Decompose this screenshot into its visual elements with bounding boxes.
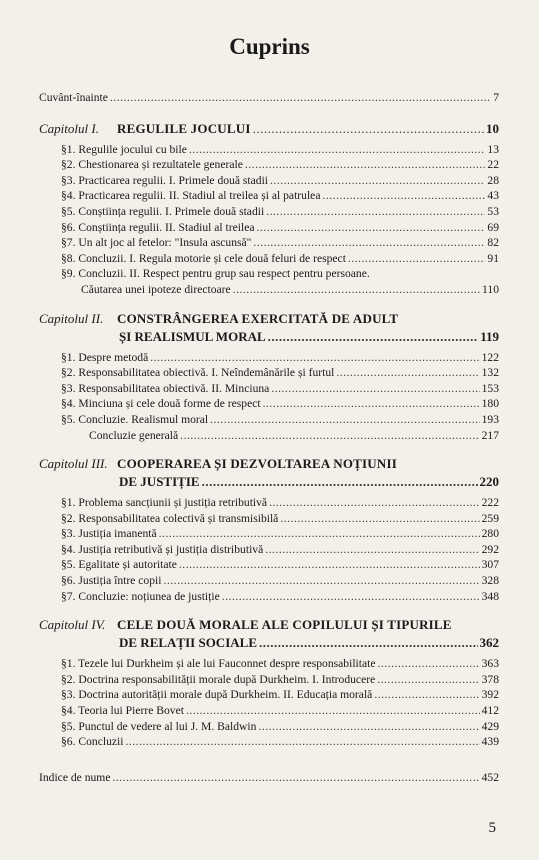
toc-entry [39,266,499,282]
toc-entry-label: §4. Practicarea regulii. II. Stadiul al treilea și al patrulea [61,189,321,203]
toc-entry-page: 292 [481,542,499,556]
dot-leader [233,282,480,298]
toc-entry [39,365,499,381]
dot-leader [257,220,486,236]
toc-entry [39,511,499,527]
toc-entry-page: 429 [481,719,499,733]
toc-entry [39,656,499,672]
toc-entry-page: 378 [481,672,499,686]
chapter-heading-3-cont [39,473,499,491]
dot-leader [112,770,479,786]
dot-leader [210,412,479,428]
toc-entry-label: §1. Tezele lui Durkheim și ale lui Fauconnet despre responsabilitate [61,657,376,671]
toc-entry-label: §6. Concluzii [61,735,124,749]
toc-entry [39,542,499,558]
toc-entry-label: §1. Despre metodă [61,350,149,364]
toc-entry-label: §1. Regulile jocului cu bile [61,142,187,156]
dot-leader [125,734,479,750]
toc-entry-page: 110 [482,282,499,296]
toc-entry [39,381,499,397]
toc-entry-label: §4. Justiția retributivă și justiția distributivă [61,542,264,556]
dot-leader [253,235,485,251]
dot-leader [259,634,478,652]
toc-entry-label: Concluzie generală [89,428,179,442]
toc-entry-label: §1. Problema sancțiunii și justiția retributivă [61,496,268,510]
toc-entry-label: §3. Responsabilitatea obiectivă. II. Minciuna [61,381,270,395]
toc-entry-label: §4. Teoria lui Pierre Bovet [61,704,184,718]
chapter-title: CELE DOUĂ MORALE ALE COPILULUI ȘI TIPURILE [117,617,452,633]
chapter-number: Capitolul IV. [39,617,106,633]
toc-entry [39,573,499,589]
chapter-page: 10 [486,120,499,136]
toc-entry-label: §5. Concluzie. Realismul moral [61,412,209,426]
dot-leader [377,672,479,688]
chapter-title: CONSTRÂNGEREA EXERCITATĂ DE ADULT [117,310,399,326]
dot-leader [189,142,486,158]
toc-entry [39,703,499,719]
dot-leader [322,188,485,204]
toc-entry-label: §3. Justiția imanentă [61,527,157,541]
toc-entry [39,412,499,428]
toc-entry-label: §5. Egalitate și autoritate [61,558,177,572]
toc-entry-page: 153 [481,381,499,395]
toc-entry [39,589,499,605]
toc-entry [39,204,499,220]
toc-entry-page: 13 [487,142,499,156]
dot-leader [186,703,480,719]
dot-leader [222,589,480,605]
toc-entry-label: Căutarea unei ipoteze directoare [81,282,231,296]
dot-leader [263,396,480,412]
dot-leader [180,428,479,444]
toc-entry [39,687,499,703]
dot-leader [378,656,480,672]
toc-entry-page: 28 [487,173,499,187]
toc-entry-page: 439 [481,735,499,749]
toc-entry-label: §7. Un alt joc al fetelor: "Insula ascunsă" [61,236,252,250]
toc-entry [39,719,499,735]
chapter-heading-4-cont [39,634,499,652]
dot-leader [336,365,479,381]
toc-entry [39,142,499,158]
page-title: Cuprins [229,34,310,59]
toc-entry-page: 122 [481,350,499,364]
toc-entry-label: §5. Punctul de vedere al lui J. M. Baldwin [61,719,257,733]
toc-entry-page: 412 [481,704,499,718]
toc-entry-label: §2. Doctrina responsabilității morale după Durkheim. I. Introducere [61,672,376,686]
toc-entry [39,173,499,189]
toc-entry-label: §8. Concluzii. I. Regula motorie și cele două feluri de respect [61,251,346,265]
chapter-page: 119 [480,328,499,344]
dot-leader [271,381,479,397]
toc-entry-page: 328 [481,574,499,588]
dot-leader [179,557,480,573]
chapter-title-cont: ȘI REALISMUL MORAL [119,328,266,344]
toc-entry-page: 69 [487,220,499,234]
toc-entry [39,251,499,267]
toc-entry-label: §6. Conștiința regulii. II. Stadiul al treilea [61,220,255,234]
dot-leader [270,173,485,189]
dot-leader [265,542,479,558]
toc-entry-page: 53 [487,204,499,218]
toc-entry-page: 82 [487,236,499,250]
dot-leader [258,719,479,735]
toc-entry-page: 22 [487,158,499,172]
chapter-number: Capitolul III. [39,456,108,472]
chapter-number: Capitolul I. [39,120,99,136]
dot-leader [159,526,480,542]
dot-leader [202,473,478,491]
toc-entry-page: 217 [481,428,499,442]
toc-entry [39,157,499,173]
dot-leader [163,573,479,589]
table-of-contents [39,90,499,785]
toc-entry-label: Cuvânt-înainte [39,91,108,104]
chapter-title: REGULILE JOCULUI [117,120,251,136]
toc-entry-index [39,770,499,786]
chapter-heading-1 [39,120,499,138]
toc-entry-page: 193 [481,412,499,426]
chapter-heading-4 [39,616,499,634]
toc-entry-page: 91 [487,251,499,265]
toc-entry-label: §2. Chestionarea și rezultatele generale [61,158,243,172]
toc-entry-label: §2. Responsabilitatea colectivă și transmisibilă [61,511,279,525]
chapter-heading-3 [39,455,499,473]
chapter-page: 220 [479,474,499,490]
toc-entry-label: §4. Minciuna și cele două forme de respect [61,397,261,411]
dot-leader [110,90,491,106]
toc-entry [39,526,499,542]
toc-entry-label: Indice de nume [39,770,111,784]
chapter-title-cont: DE JUSTIȚIE [119,474,200,490]
toc-entry-label: §3. Doctrina autorității morale după Durkheim. II. Educația morală [61,688,373,702]
page-number: 5 [488,820,496,836]
dot-leader [268,328,479,346]
toc-entry-page: 280 [481,527,499,541]
toc-entry [39,188,499,204]
toc-entry-page: 348 [481,589,499,603]
dot-leader [374,687,479,703]
dot-leader [348,251,485,267]
chapter-heading-2-cont [39,328,499,346]
toc-entry-page: 180 [481,397,499,411]
toc-entry [39,428,499,444]
toc-entry-label: §5. Conștiința regulii. I. Primele două stadii [61,204,265,218]
dot-leader [266,204,485,220]
toc-entry-label: §7. Concluzie: noțiunea de justiție [61,589,220,603]
toc-entry-page: 363 [481,657,499,671]
toc-entry [39,282,499,298]
toc-entry-page: 452 [481,770,499,784]
toc-entry-label: §3. Practicarea regulii. I. Primele două stadii [61,173,269,187]
dot-leader [253,120,484,138]
toc-entry-page: 132 [481,366,499,380]
toc-entry-page: 259 [481,511,499,525]
toc-entry [39,557,499,573]
toc-entry [39,350,499,366]
chapter-title-cont: DE RELAȚII SOCIALE [119,635,257,651]
chapter-title: COOPERAREA ȘI DEZVOLTAREA NOȚIUNII [117,456,397,472]
chapter-heading-2 [39,310,499,328]
dot-leader [269,495,480,511]
toc-entry-page: 43 [487,189,499,203]
toc-entry [39,672,499,688]
toc-entry-page: 392 [481,688,499,702]
toc-entry-label: §2. Responsabilitatea obiectivă. I. Neîndemânările și furtul [61,366,335,380]
toc-entry-page: 222 [481,496,499,510]
toc-entry-label: §6. Justiția între copii [61,574,162,588]
toc-entry-page: 7 [493,91,499,104]
toc-entry-page: 307 [481,558,499,572]
toc-entry-foreword [39,90,499,106]
dot-leader [245,157,486,173]
dot-leader [150,350,479,366]
dot-leader [280,511,479,527]
chapter-page: 362 [479,635,499,651]
chapter-number: Capitolul II. [39,310,104,326]
toc-entry [39,235,499,251]
toc-entry [39,396,499,412]
toc-entry [39,734,499,750]
toc-entry [39,495,499,511]
toc-entry [39,220,499,236]
toc-entry-label: §9. Concluzii. II. Respect pentru grup sau respect pentru persoane. [61,267,370,281]
